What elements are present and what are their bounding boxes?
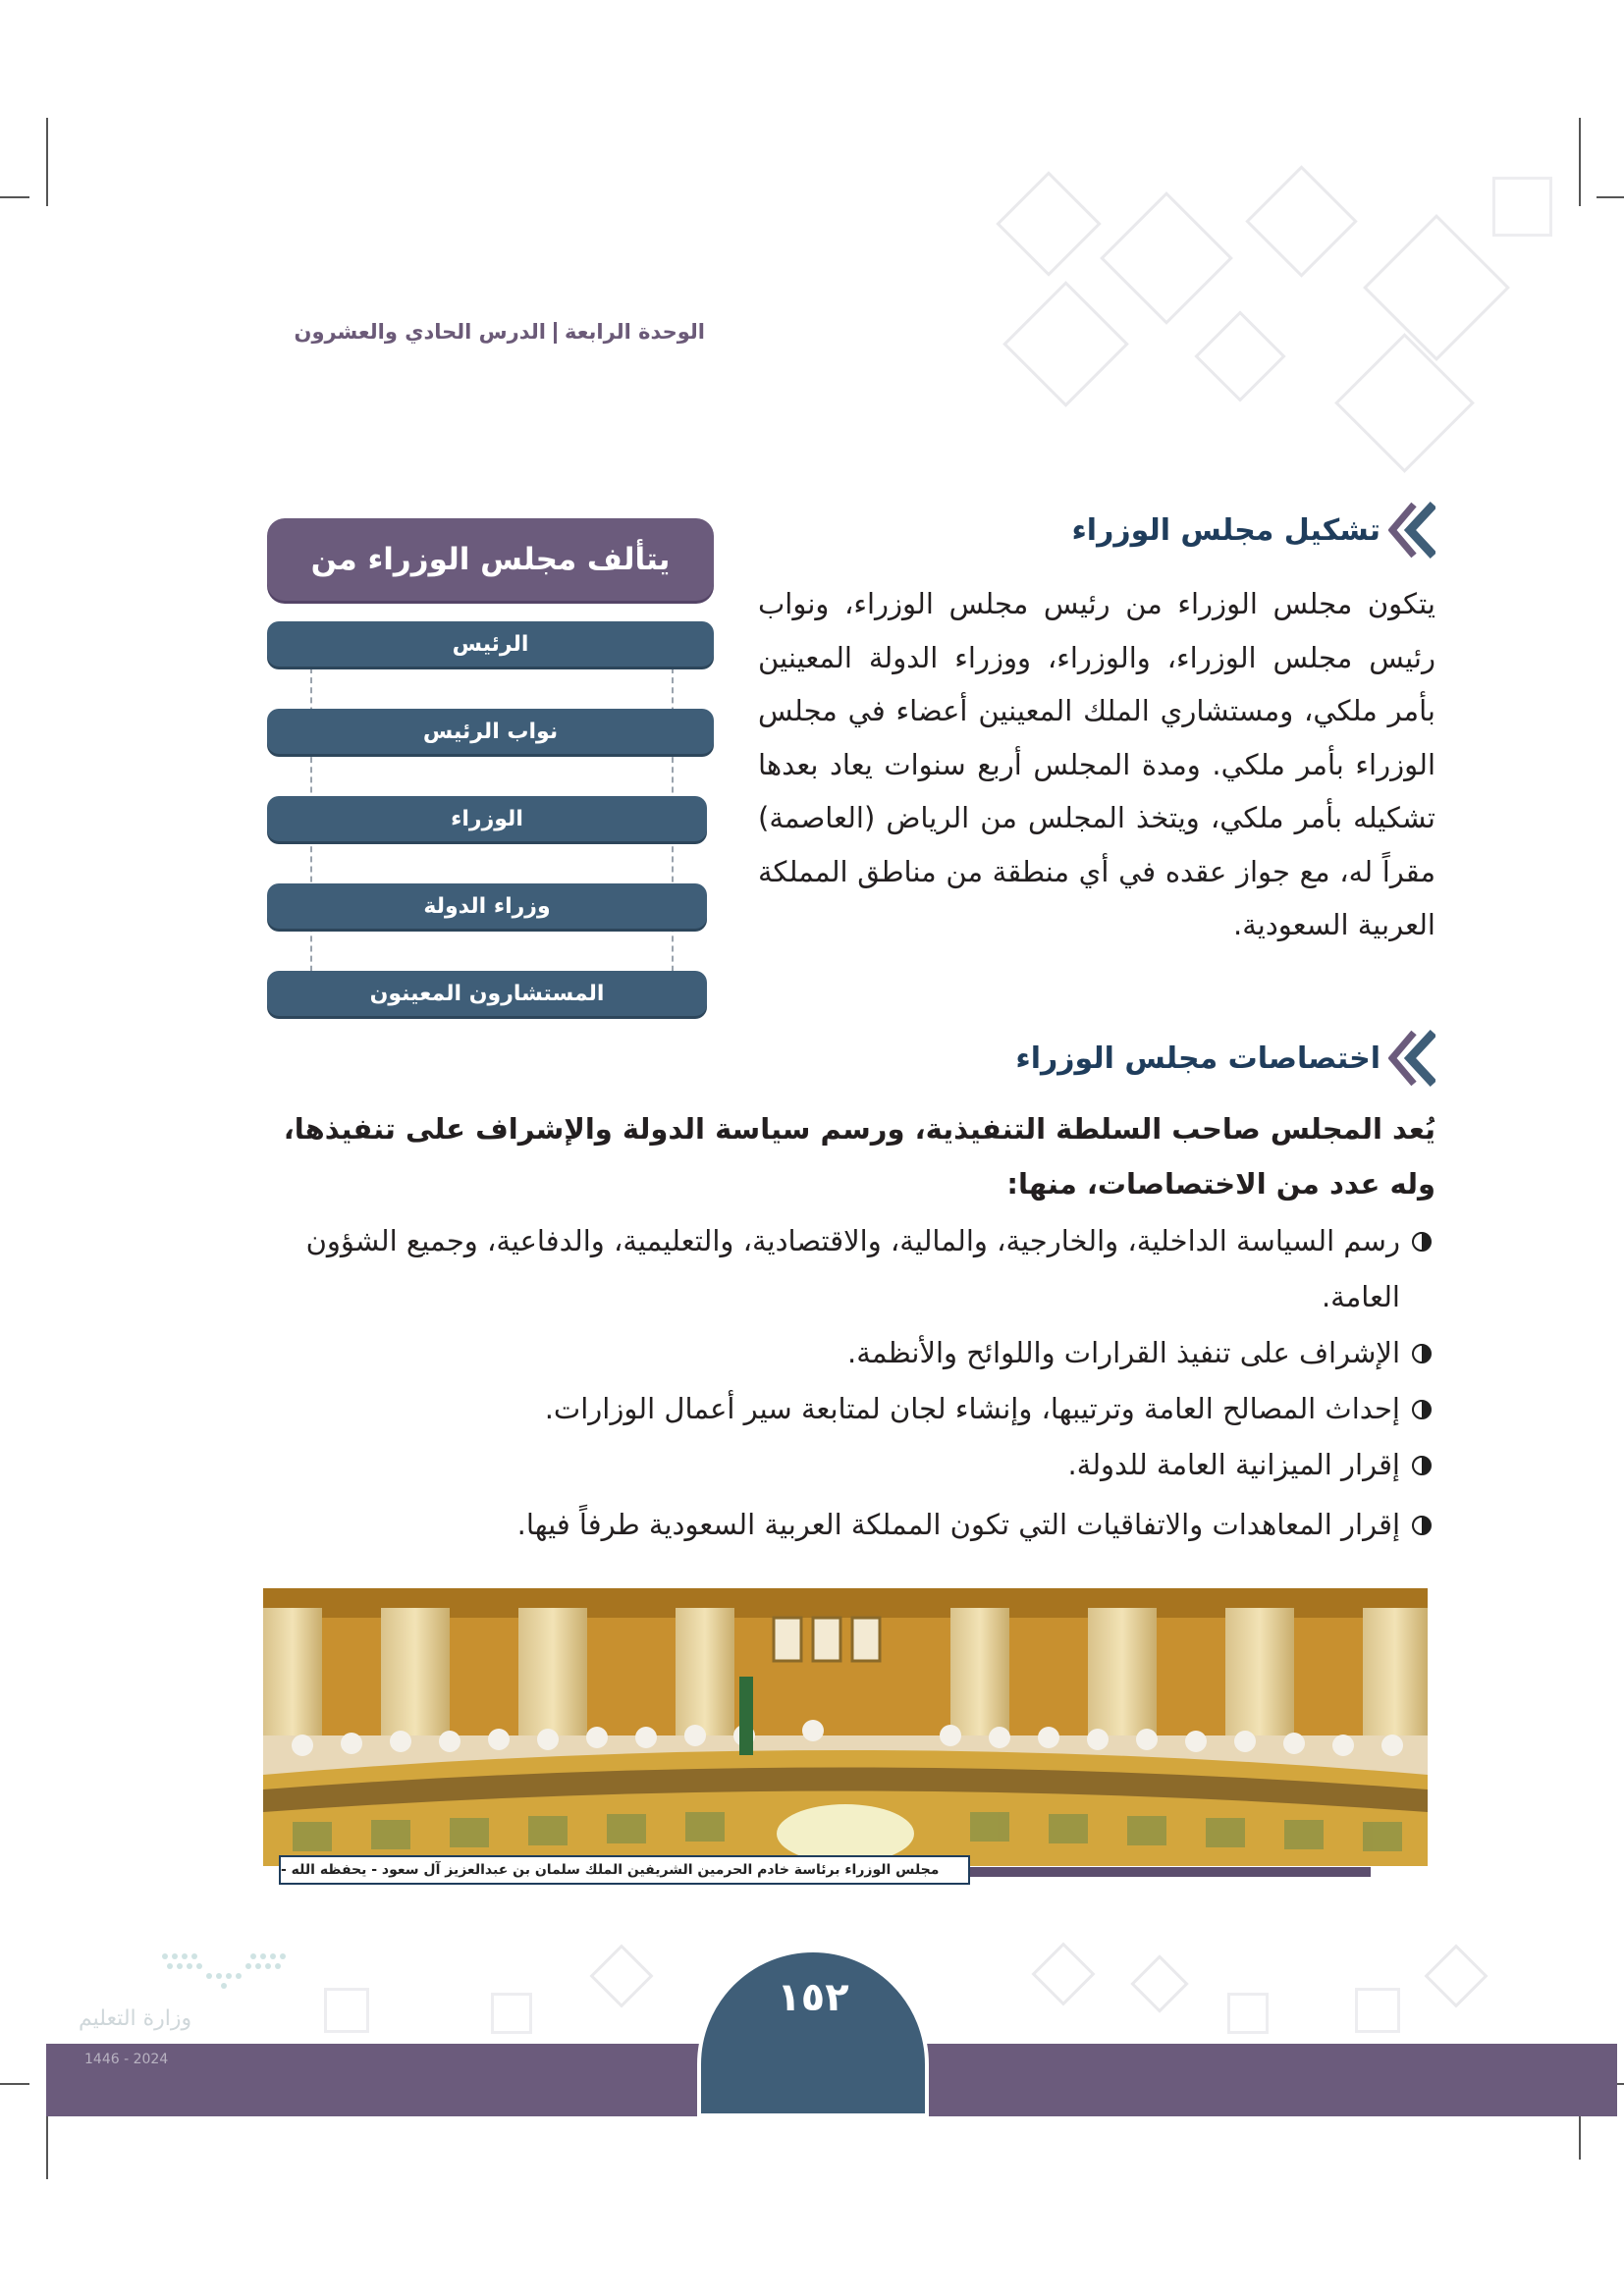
ministry-year: 2024 - 1446 [84, 2052, 169, 2067]
section-title-formation [1071, 501, 1435, 560]
decor-square [1100, 191, 1233, 325]
half-circle-bullet-icon [1412, 1400, 1432, 1419]
running-header [263, 320, 705, 355]
decor-square [996, 171, 1101, 276]
crop-mark [46, 2110, 48, 2179]
half-circle-bullet-icon [1412, 1516, 1432, 1535]
section-title-text: تشكيل مجلس الوزراء [1071, 512, 1380, 548]
cabinet-photo [263, 1588, 1428, 1866]
formation-paragraph: يتكون مجلس الوزراء من رئيس مجلس الوزراء، ونواب رئيس مجلس الوزراء، والوزراء، ووزراء الدولة المعينين بأمر ملكي، ومستشاري الملك المعينين أعضاء في مجلس الوزراء بأمر ملكي. ومدة المجلس أربع سنوات يعاد بعدها تشكيله بأمر ملكي، ويتخذ المجلس من الرياض (العاصمة) مقراً له، مع جواز عقده في أي منطقة من مناطق المملكة العربية السعودية. [758, 587, 1435, 941]
double-chevron-icon [1388, 501, 1435, 560]
list-item: إقرار المعاهدات والاتفاقيات التي تكون المملكة العربية السعودية طرفاً فيها. [267, 1497, 1435, 1553]
decor-square [1424, 1944, 1488, 2007]
half-circle-bullet-icon [1412, 1344, 1432, 1363]
header-separator [554, 322, 557, 344]
double-chevron-icon [1388, 1029, 1435, 1088]
decor-square [1355, 1988, 1400, 2033]
org-item-state-ministers: وزراء الدولة [267, 883, 707, 929]
list-item: إقرار الميزانية العامة للدولة. [267, 1437, 1435, 1493]
crop-mark [0, 196, 29, 198]
crop-mark [1579, 118, 1581, 206]
crop-mark [0, 2083, 29, 2085]
decor-square [1130, 1954, 1188, 2012]
page-number-tab [697, 1949, 929, 2117]
org-chart-title: يتألف مجلس الوزراء من [267, 518, 714, 601]
decor-square [1194, 310, 1285, 401]
org-item-deputies: نواب الرئيس [267, 709, 714, 754]
decor-square [1492, 177, 1552, 237]
list-item: إحداث المصالح العامة وترتيبها، وإنشاء لجان لمتابعة سير أعمال الوزارات. [267, 1381, 1435, 1437]
crop-mark [46, 118, 48, 206]
org-item-president: الرئيس [267, 621, 714, 667]
list-item: الإشراف على تنفيذ القرارات واللوائح والأنظمة. [267, 1325, 1435, 1381]
photo-caption: مجلس الوزراء برئاسة خادم الحرمين الشريفين الملك سلمان بن عبدالعزيز آل سعود - يحفظه الله - [279, 1855, 970, 1885]
decor-square [1031, 1942, 1095, 2005]
crop-mark [1597, 196, 1624, 198]
list-item: رسم السياسة الداخلية، والخارجية، والمالية، والاقتصادية، والتعليمية، والدفاعية، وجميع الشؤون العامة. [267, 1213, 1435, 1325]
decor-square [1245, 165, 1358, 278]
caption-underline [970, 1867, 1371, 1877]
decor-square [1002, 281, 1129, 407]
decor-square [1363, 214, 1510, 361]
ministry-name: وزارة التعليم [79, 2006, 192, 2031]
powers-list [267, 1213, 1435, 1553]
decor-square [1227, 1993, 1269, 2034]
decor-square [324, 1988, 369, 2033]
decor-square [1334, 333, 1475, 473]
org-item-ministers: الوزراء [267, 796, 707, 841]
ministry-logo-icon [155, 1949, 293, 2002]
org-item-advisors: المستشارون المعينون [267, 971, 707, 1016]
decor-square [589, 1944, 653, 2007]
lesson-label: الدرس الحادي والعشرون [294, 320, 546, 344]
half-circle-bullet-icon [1412, 1456, 1432, 1475]
section-title-powers [1015, 1029, 1435, 1088]
cabinet-photo-illustration [263, 1588, 1428, 1866]
section-title-text: اختصاصات مجلس الوزراء [1015, 1041, 1380, 1076]
unit-label: الوحدة الرابعة [564, 320, 705, 344]
powers-intro: يُعد المجلس صاحب السلطة التنفيذية، ورسم سياسة الدولة والإشراف على تنفيذها، وله عدد من الاختصاصات، منها: [283, 1112, 1435, 1201]
half-circle-bullet-icon [1412, 1232, 1432, 1252]
decor-square [491, 1993, 532, 2034]
page-number: ١٥٢ [777, 1975, 849, 2020]
